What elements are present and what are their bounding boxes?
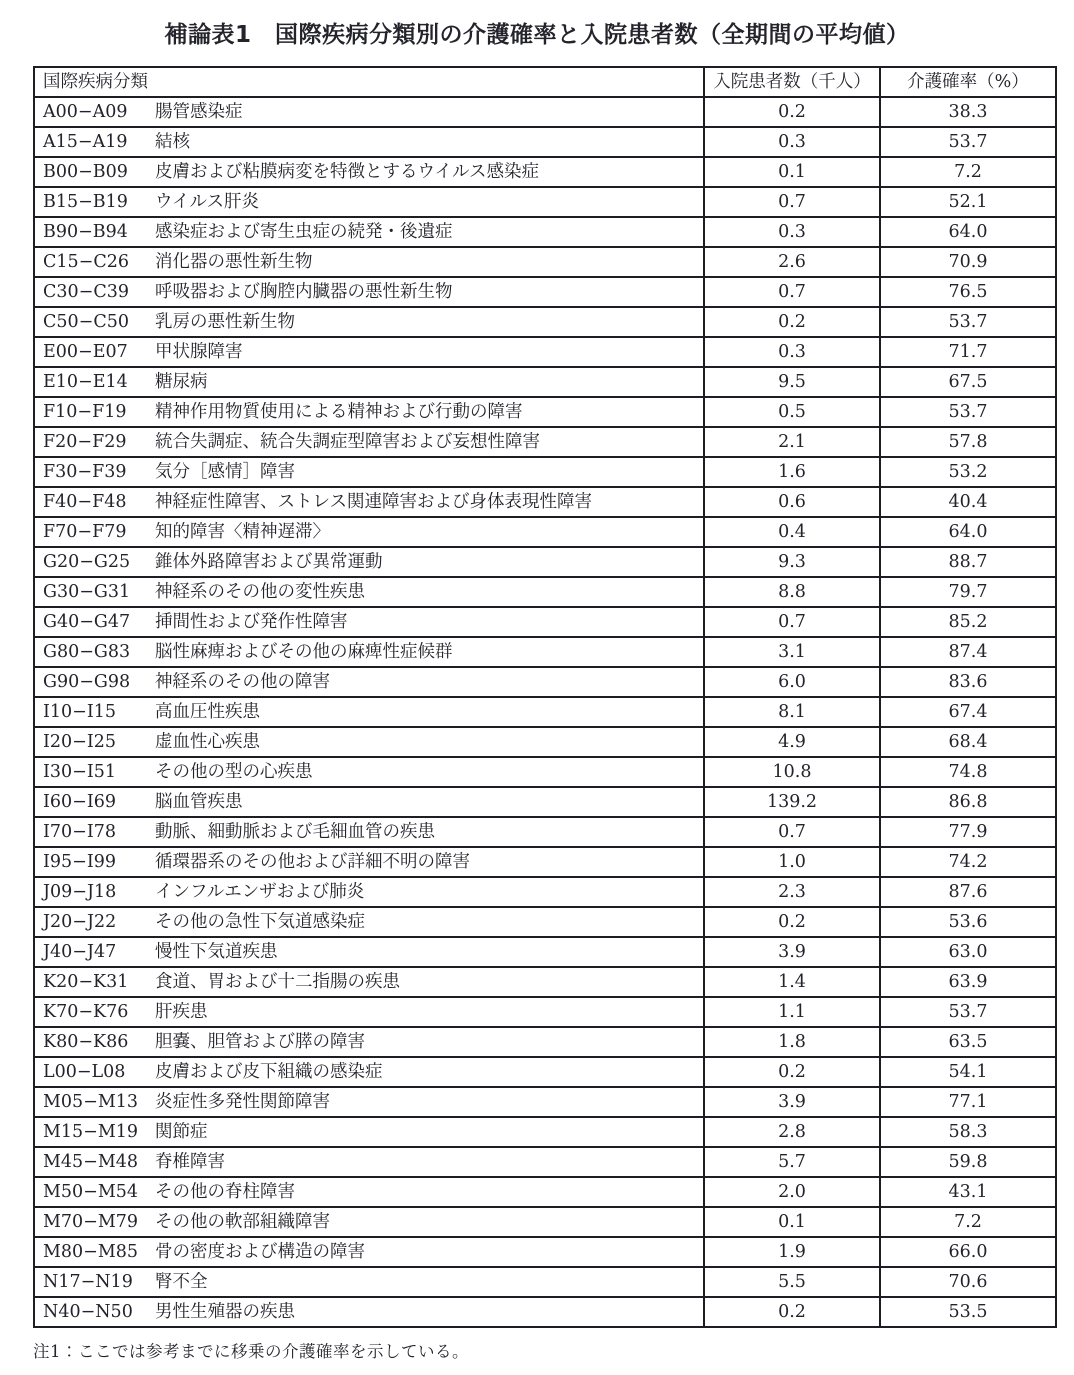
icd-code: J09−J18 (43, 882, 117, 902)
icd-code: E00−E07 (43, 342, 128, 362)
patients-value: 8.8 (704, 577, 880, 607)
table-row (34, 757, 1056, 787)
table-row (34, 1237, 1056, 1267)
patients-value: 9.5 (704, 367, 880, 397)
icd-code: F10−F19 (43, 402, 127, 422)
icd-code: I70−I78 (43, 822, 117, 842)
care-rate-value: 67.4 (880, 697, 1056, 727)
patients-value: 0.2 (704, 97, 880, 127)
table-row (34, 1027, 1056, 1057)
disease-name: 精神作用物質使用による精神および行動の障害 (155, 402, 523, 422)
table-row (34, 247, 1056, 277)
disease-name: 脊椎障害 (155, 1152, 225, 1172)
page-title: 補論表1 国際疾病分類別の介護確率と入院患者数（全期間の平均値） (164, 22, 910, 48)
patients-value: 1.6 (704, 457, 880, 487)
disease-name: 肝疾患 (155, 1002, 208, 1022)
care-rate-value: 7.2 (880, 157, 1056, 187)
table-row (34, 937, 1056, 967)
patients-value: 6.0 (704, 667, 880, 697)
table-row (34, 517, 1056, 547)
icd-code: B90−B94 (43, 222, 128, 242)
disease-name: 皮膚および粘膜病変を特徴とするウイルス感染症 (155, 162, 539, 182)
disease-name: 神経系のその他の変性疾患 (155, 582, 365, 602)
icd-code: E10−E14 (43, 372, 128, 392)
patients-value: 8.1 (704, 697, 880, 727)
care-rate-value: 70.6 (880, 1267, 1056, 1297)
care-rate-value: 76.5 (880, 277, 1056, 307)
header-inpatients: 入院患者数（千人） (704, 67, 880, 97)
icd-code: G80−G83 (43, 642, 131, 662)
disease-name: 腸管感染症 (155, 102, 243, 122)
disease-name: ウイルス肝炎 (155, 192, 259, 212)
patients-value: 4.9 (704, 727, 880, 757)
disease-name: 食道、胃および十二指腸の疾患 (155, 972, 400, 992)
icd-code: N17−N19 (43, 1272, 133, 1292)
disease-name: 気分［感情］障害 (155, 462, 295, 482)
care-rate-value: 54.1 (880, 1057, 1056, 1087)
table-row (34, 877, 1056, 907)
disease-name: 知的障害〈精神遅滞〉 (155, 522, 330, 542)
care-rate-value: 66.0 (880, 1237, 1056, 1267)
table-header (34, 67, 1056, 97)
table-row (34, 847, 1056, 877)
table-row (34, 577, 1056, 607)
disease-name: 循環器系のその他および詳細不明の障害 (155, 852, 470, 872)
disease-name: 神経症性障害、ストレス関連障害および身体表現性障害 (155, 492, 592, 512)
icd-code: M15−M19 (43, 1122, 139, 1142)
disease-name: 皮膚および皮下組織の感染症 (155, 1062, 383, 1082)
disease-name: 呼吸器および胸腔内臓器の悪性新生物 (155, 282, 453, 302)
patients-value: 0.2 (704, 907, 880, 937)
care-rate-value: 57.8 (880, 427, 1056, 457)
icd-code: G30−G31 (43, 582, 131, 602)
icd-code: I95−I99 (43, 852, 117, 872)
patients-value: 1.1 (704, 997, 880, 1027)
patients-value: 2.1 (704, 427, 880, 457)
table-row (34, 157, 1056, 187)
care-rate-value: 40.4 (880, 487, 1056, 517)
disease-name: 男性生殖器の疾患 (155, 1302, 295, 1322)
disease-name: 感染症および寄生虫症の続発・後遺症 (155, 222, 453, 242)
table-row (34, 637, 1056, 667)
icd-code: A15−A19 (43, 132, 128, 152)
patients-value: 5.5 (704, 1267, 880, 1297)
patients-value: 0.6 (704, 487, 880, 517)
care-rate-value: 7.2 (880, 1207, 1056, 1237)
care-rate-value: 64.0 (880, 217, 1056, 247)
table-row (34, 367, 1056, 397)
care-rate-value: 87.6 (880, 877, 1056, 907)
table-row (34, 1177, 1056, 1207)
icd-code: F30−F39 (43, 462, 127, 482)
disease-name: 挿間性および発作性障害 (155, 612, 348, 632)
care-rate-value: 53.2 (880, 457, 1056, 487)
patients-value: 10.8 (704, 757, 880, 787)
icd-code: M05−M13 (43, 1092, 139, 1112)
care-rate-value: 71.7 (880, 337, 1056, 367)
care-rate-value: 88.7 (880, 547, 1056, 577)
icd-code: F40−F48 (43, 492, 127, 512)
table-row (34, 1147, 1056, 1177)
patients-value: 0.4 (704, 517, 880, 547)
icd-code: I10−I15 (43, 702, 117, 722)
icd-code: K20−K31 (43, 972, 129, 992)
table-row (34, 337, 1056, 367)
care-rate-value: 79.7 (880, 577, 1056, 607)
table-row (34, 607, 1056, 637)
disease-name: 慢性下気道疾患 (155, 942, 278, 962)
table-row (34, 817, 1056, 847)
disease-name: 糖尿病 (155, 372, 208, 392)
table-row (34, 1117, 1056, 1147)
icd-code: C15−C26 (43, 252, 129, 272)
care-rate-value: 53.5 (880, 1297, 1056, 1327)
icd-code: M50−M54 (43, 1182, 139, 1202)
disease-name: その他の脊柱障害 (155, 1182, 295, 1202)
icd-code: M45−M48 (43, 1152, 139, 1172)
icd-code: M70−M79 (43, 1212, 139, 1232)
table-row (34, 97, 1056, 127)
patients-value: 1.4 (704, 967, 880, 997)
disease-name: 炎症性多発性関節障害 (155, 1092, 330, 1112)
care-rate-value: 53.7 (880, 997, 1056, 1027)
patients-value: 2.8 (704, 1117, 880, 1147)
care-rate-value: 68.4 (880, 727, 1056, 757)
table-row (34, 907, 1056, 937)
table-row (34, 697, 1056, 727)
care-rate-value: 70.9 (880, 247, 1056, 277)
footnote: 注1：ここでは参考までに移乗の介護確率を示している。 (33, 1342, 469, 1361)
table-row (34, 547, 1056, 577)
icd-code: F70−F79 (43, 522, 127, 542)
icd-code: J20−J22 (43, 912, 117, 932)
icd-care-table (33, 66, 1057, 1328)
table-row (34, 997, 1056, 1027)
care-rate-value: 43.1 (880, 1177, 1056, 1207)
patients-value: 5.7 (704, 1147, 880, 1177)
patients-value: 3.1 (704, 637, 880, 667)
care-rate-value: 77.1 (880, 1087, 1056, 1117)
disease-name: 高血圧性疾患 (155, 702, 260, 722)
patients-value: 139.2 (704, 787, 880, 817)
care-rate-value: 63.5 (880, 1027, 1056, 1057)
patients-value: 1.0 (704, 847, 880, 877)
table-row (34, 307, 1056, 337)
patients-value: 0.1 (704, 157, 880, 187)
disease-name: その他の急性下気道感染症 (155, 912, 365, 932)
care-rate-value: 87.4 (880, 637, 1056, 667)
patients-value: 0.2 (704, 307, 880, 337)
disease-name: 虚血性心疾患 (155, 732, 260, 752)
care-rate-value: 38.3 (880, 97, 1056, 127)
disease-name: その他の軟部組織障害 (155, 1212, 330, 1232)
icd-code: B15−B19 (43, 192, 128, 212)
table-row (34, 1207, 1056, 1237)
patients-value: 0.7 (704, 817, 880, 847)
icd-code: G40−G47 (43, 612, 131, 632)
table-row (34, 277, 1056, 307)
icd-code: I20−I25 (43, 732, 117, 752)
care-rate-value: 63.9 (880, 967, 1056, 997)
disease-name: 甲状腺障害 (155, 342, 243, 362)
patients-value: 0.2 (704, 1297, 880, 1327)
table-row (34, 397, 1056, 427)
icd-code: L00−L08 (43, 1062, 126, 1082)
patients-value: 1.8 (704, 1027, 880, 1057)
care-rate-value: 83.6 (880, 667, 1056, 697)
disease-name: 腎不全 (155, 1272, 208, 1292)
disease-name: 骨の密度および構造の障害 (155, 1242, 365, 1262)
patients-value: 0.7 (704, 277, 880, 307)
patients-value: 9.3 (704, 547, 880, 577)
care-rate-value: 64.0 (880, 517, 1056, 547)
care-rate-value: 58.3 (880, 1117, 1056, 1147)
table-body (34, 97, 1056, 1327)
patients-value: 3.9 (704, 1087, 880, 1117)
patients-value: 2.0 (704, 1177, 880, 1207)
disease-name: 胆嚢、胆管および膵の障害 (155, 1032, 365, 1052)
care-rate-value: 53.7 (880, 397, 1056, 427)
table-row (34, 1297, 1056, 1327)
disease-name: インフルエンザおよび肺炎 (155, 882, 365, 902)
table-row (34, 967, 1056, 997)
disease-name: 消化器の悪性新生物 (155, 252, 313, 272)
table-row (34, 487, 1056, 517)
icd-code: N40−N50 (43, 1302, 133, 1322)
table-row (34, 217, 1056, 247)
table-row (34, 457, 1056, 487)
care-rate-value: 77.9 (880, 817, 1056, 847)
icd-code: A00−A09 (43, 102, 128, 122)
patients-value: 0.5 (704, 397, 880, 427)
disease-name: 脳性麻痺およびその他の麻痺性症候群 (155, 642, 453, 662)
table-row (34, 187, 1056, 217)
patients-value: 0.3 (704, 127, 880, 157)
disease-name: 結核 (155, 132, 190, 152)
icd-code: I30−I51 (43, 762, 117, 782)
table-row (34, 1057, 1056, 1087)
header-care-rate: 介護確率（%） (880, 67, 1056, 97)
patients-value: 0.7 (704, 187, 880, 217)
disease-name: 神経系のその他の障害 (155, 672, 330, 692)
icd-code: I60−I69 (43, 792, 117, 812)
care-rate-value: 86.8 (880, 787, 1056, 817)
patients-value: 0.2 (704, 1057, 880, 1087)
table-row (34, 787, 1056, 817)
patients-value: 1.9 (704, 1237, 880, 1267)
patients-value: 0.3 (704, 217, 880, 247)
patients-value: 0.3 (704, 337, 880, 367)
table-row (34, 427, 1056, 457)
icd-code: C50−C50 (43, 312, 129, 332)
header-row (34, 67, 1056, 97)
disease-name: 関節症 (155, 1122, 208, 1142)
icd-code: B00−B09 (43, 162, 128, 182)
icd-code: J40−J47 (43, 942, 117, 962)
care-rate-value: 74.2 (880, 847, 1056, 877)
icd-code: G90−G98 (43, 672, 131, 692)
table-row (34, 727, 1056, 757)
disease-name: 統合失調症、統合失調症型障害および妄想性障害 (155, 432, 540, 452)
table-row (34, 1087, 1056, 1117)
care-rate-value: 85.2 (880, 607, 1056, 637)
icd-code: F20−F29 (43, 432, 127, 452)
icd-code: K70−K76 (43, 1002, 129, 1022)
disease-name: 乳房の悪性新生物 (155, 312, 295, 332)
care-rate-value: 52.1 (880, 187, 1056, 217)
disease-name: その他の型の心疾患 (155, 762, 313, 782)
care-rate-value: 53.7 (880, 127, 1056, 157)
patients-value: 0.7 (704, 607, 880, 637)
care-rate-value: 53.7 (880, 307, 1056, 337)
table-row (34, 1267, 1056, 1297)
icd-code: C30−C39 (43, 282, 129, 302)
care-rate-value: 67.5 (880, 367, 1056, 397)
disease-name: 脳血管疾患 (155, 792, 243, 812)
icd-code: M80−M85 (43, 1242, 139, 1262)
table-row (34, 127, 1056, 157)
icd-code: K80−K86 (43, 1032, 129, 1052)
patients-value: 0.1 (704, 1207, 880, 1237)
disease-name: 錐体外路障害および異常運動 (155, 552, 383, 572)
patients-value: 2.3 (704, 877, 880, 907)
header-disease-classification: 国際疾病分類 (34, 67, 704, 97)
care-rate-value: 59.8 (880, 1147, 1056, 1177)
icd-code: G20−G25 (43, 552, 131, 572)
care-rate-value: 74.8 (880, 757, 1056, 787)
care-rate-value: 53.6 (880, 907, 1056, 937)
disease-name: 動脈、細動脈および毛細血管の疾患 (155, 822, 435, 842)
table-row (34, 667, 1056, 697)
patients-value: 3.9 (704, 937, 880, 967)
care-rate-value: 63.0 (880, 937, 1056, 967)
patients-value: 2.6 (704, 247, 880, 277)
